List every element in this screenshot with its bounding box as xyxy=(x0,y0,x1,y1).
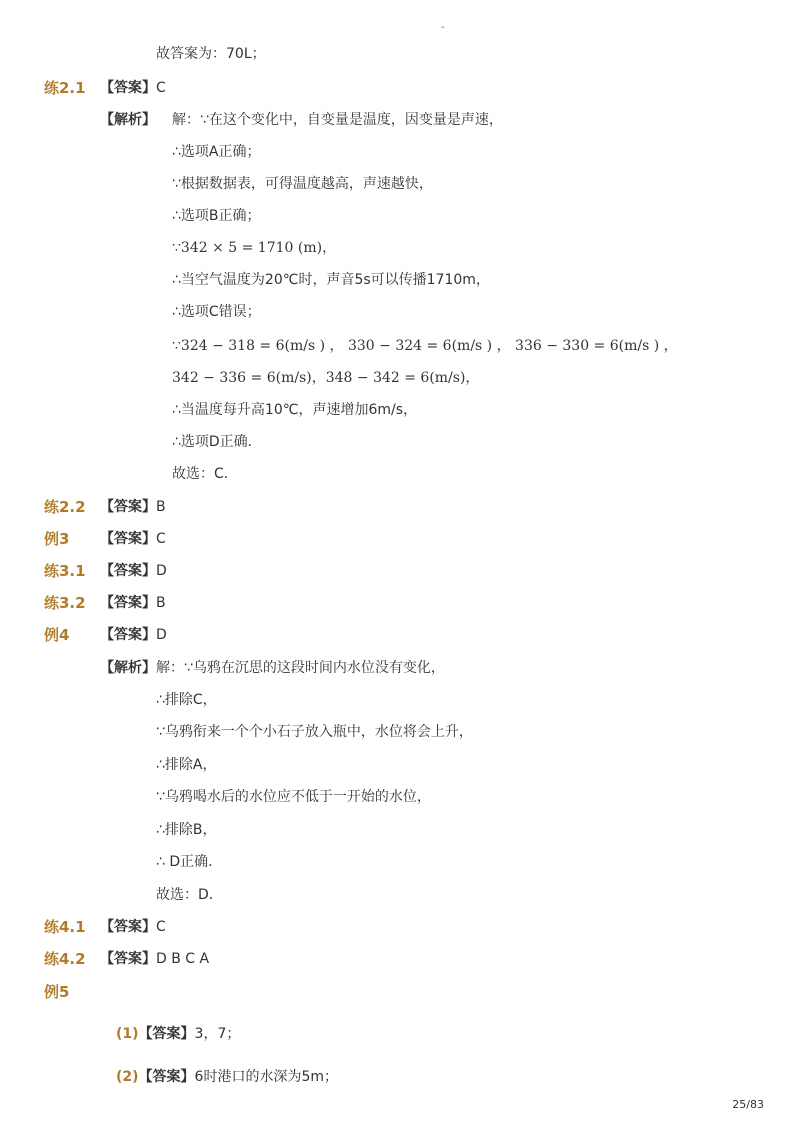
line-text: ∵324 − 318 = 6(m/s ) ， 330 − 324 = 6(m/s ) ， 336 − 330 = 6(m/s ) ， xyxy=(172,338,678,354)
problem-tag: 例5 xyxy=(44,983,70,1001)
line-eg-5-1 xyxy=(116,1024,240,1044)
line-text: ∴选项C错误； xyxy=(172,304,261,320)
line-text: ∵根据数据表，可得温度越高，声速越快， xyxy=(172,176,433,192)
answer-label: 【答案】 xyxy=(100,627,156,643)
line-text: 解：∵乌鸦在沉思的这段时间内水位没有变化， xyxy=(156,660,445,676)
line-prev-conclusion xyxy=(156,44,266,64)
line-l6 xyxy=(172,302,261,322)
line-text: ∴选项D正确． xyxy=(172,434,262,450)
line-l2 xyxy=(172,174,433,194)
line-l4 xyxy=(172,238,336,258)
problem-tag: 练4.1 xyxy=(44,918,86,936)
answer-label: 【答案】 xyxy=(100,80,156,96)
line-text: ∴当空气温度为20℃时，声音5s可以传播1710m， xyxy=(172,272,490,288)
line-l3 xyxy=(172,206,261,226)
line-text: C xyxy=(156,531,166,547)
line-m6 xyxy=(156,852,222,872)
line-l9 xyxy=(172,400,417,420)
line-text: ∴排除B， xyxy=(156,822,217,838)
answer-label: 【答案】 xyxy=(100,919,156,935)
line-text: B xyxy=(156,595,166,611)
line-m5 xyxy=(156,820,217,840)
answer-label: 【答案】 xyxy=(100,595,156,611)
line-l8 xyxy=(172,368,479,388)
line-text: 故选：D． xyxy=(156,887,223,903)
line-eg-4-analysis xyxy=(100,658,445,678)
line-ex-2-1-analysis xyxy=(100,110,503,130)
answer-label: 【答案】 xyxy=(100,563,156,579)
answer-label: 【解析】 xyxy=(100,112,156,128)
line-m2 xyxy=(156,722,473,742)
page-number: 25/83 xyxy=(732,1098,764,1111)
line-l5 xyxy=(172,270,490,290)
page-dash: - xyxy=(441,22,445,33)
problem-tag: 练4.2 xyxy=(44,950,86,968)
line-text: B xyxy=(156,499,166,515)
line-m4 xyxy=(156,787,431,807)
line-text: ∴选项A正确； xyxy=(172,144,261,160)
line-text: ∵乌鸦喝水后的水位应不低于一开始的水位， xyxy=(156,789,431,805)
line-text: ∴ D正确． xyxy=(156,854,223,870)
line-l7 xyxy=(172,336,678,356)
line-m1 xyxy=(156,690,217,710)
sub-question-number: (2) xyxy=(116,1069,139,1085)
problem-tag: 练3.1 xyxy=(44,562,86,580)
problem-tag: 练2.2 xyxy=(44,498,86,516)
line-text: C xyxy=(156,919,166,935)
line-m7 xyxy=(156,885,223,905)
line-eg-5-2 xyxy=(116,1067,338,1087)
line-text: D B C A xyxy=(156,951,210,967)
problem-tag: 例3 xyxy=(44,530,70,548)
answer-label: 【答案】 xyxy=(138,1069,195,1085)
line-text: ∴排除A， xyxy=(156,757,217,773)
line-text: ∵乌鸦衔来一个个小石子放入瓶中，水位将会上升， xyxy=(156,724,473,740)
line-text: 故答案为：70L； xyxy=(156,46,266,62)
line-text: ∴选项B正确； xyxy=(172,208,261,224)
line-m3 xyxy=(156,755,216,775)
problem-tag: 练2.1 xyxy=(44,79,86,97)
line-text: 342 − 336 = 6(m/s)，348 − 342 = 6(m/s)， xyxy=(172,370,480,386)
answer-label: 【答案】 xyxy=(100,499,156,515)
line-l1 xyxy=(172,142,260,162)
line-l11 xyxy=(172,464,238,484)
sub-question-number: (1) xyxy=(116,1026,139,1042)
line-text: D xyxy=(156,627,167,643)
line-text: 解：∵在这个变化中，自变量是温度，因变量是声速， xyxy=(172,112,503,128)
line-text: 6时港口的水深为5m； xyxy=(194,1069,338,1085)
answer-label: 【答案】 xyxy=(100,531,156,547)
problem-tag: 练3.2 xyxy=(44,594,86,612)
line-l10 xyxy=(172,432,262,452)
line-text: ∵342 × 5 = 1710 (m)， xyxy=(172,240,337,256)
line-text: ∴当温度每升高10℃，声速增加6m/s， xyxy=(172,402,417,418)
line-text: ∴排除C， xyxy=(156,692,217,708)
answer-label: 【答案】 xyxy=(138,1026,195,1042)
line-text: 故选：C． xyxy=(172,466,238,482)
line-text: 3，7； xyxy=(194,1026,241,1042)
answer-label: 【解析】 xyxy=(100,660,156,676)
line-text: D xyxy=(156,563,167,579)
problem-tag: 例4 xyxy=(44,626,70,644)
answer-label: 【答案】 xyxy=(100,951,156,967)
line-text: C xyxy=(156,80,166,96)
